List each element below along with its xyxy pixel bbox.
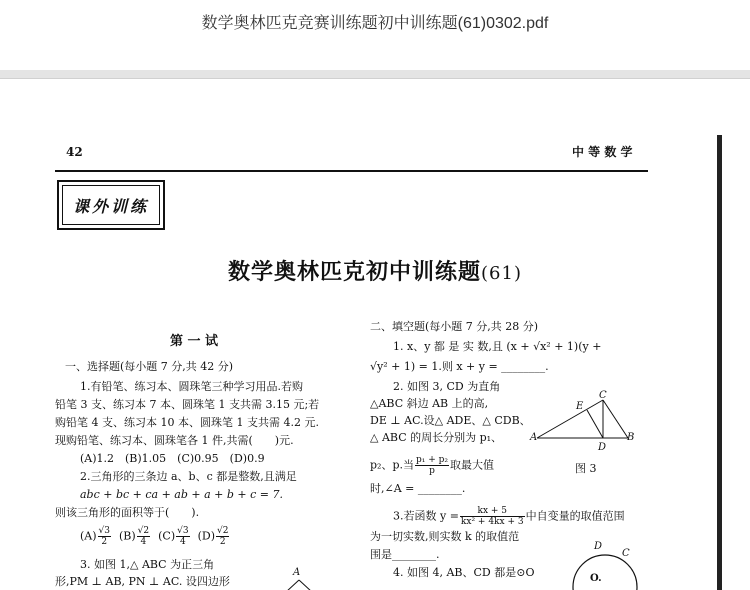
page-edge-shadow — [717, 135, 722, 590]
q3-line-1: 3. 如图 1,△ ABC 为正三角 — [80, 558, 215, 571]
fig1-triangle — [280, 578, 320, 590]
column-label: 课外训练 — [62, 185, 160, 225]
fig4-label-d: D — [594, 541, 603, 552]
fig3-side-ac — [537, 400, 603, 438]
fig3-label-e: E — [576, 401, 584, 412]
part1-heading: 一、选择题(每小题 7 分,共 42 分) — [65, 360, 234, 373]
fig3-diagram — [525, 388, 645, 453]
fig3-label-a: A — [530, 432, 538, 443]
column-label-box — [57, 180, 165, 230]
fig3-segment-de — [587, 410, 603, 438]
fig3-label-c: C — [599, 390, 607, 401]
fill-q4-line-1: 4. 如图 4, AB、CD 都是⊙O — [393, 566, 535, 579]
fill-q1-line-2: √y² + 1) = 1.则 x + y = ________. — [370, 360, 549, 373]
fill-q2-line-2: △ABC 斜边 AB 上的高, — [370, 397, 489, 410]
q2-line-3: 则该三角形的面积等于( ). — [55, 506, 200, 519]
fig3-label-d: D — [598, 442, 607, 453]
fig3-label-b: B — [627, 432, 635, 443]
fill-q2-line-4: △ ABC 的周长分别为 p₁、 — [370, 431, 503, 444]
fill-q2-fraction: $\frac{\text{p₁ + p₂}}{p}$ — [416, 455, 449, 476]
fill-q3-fraction: $\frac{kx + 5}{\text{kx² + 4kx + 3}}$ — [460, 506, 524, 527]
section-heading: 第 一 试 — [170, 334, 219, 349]
fill-q3-line-2: 为一切实数,则实数 k 的取值范 — [370, 530, 520, 543]
header-rule — [55, 170, 648, 172]
q3-line-2: 形,PM ⊥ AB, PN ⊥ AC. 设四边形 — [55, 575, 230, 588]
article-title-text: 数学奥林匹克初中训练题 — [228, 260, 482, 285]
fig3-side-cb — [603, 400, 628, 438]
article-title — [0, 255, 750, 286]
journal-name: 中 等 数 学 — [572, 145, 633, 159]
q1-options: (A)1.2 (B)1.05 (C)0.95 (D)0.9 — [80, 452, 265, 465]
fill-q3-line-1: 3.若函数 y = $\frac{kx + 5}{\text{kx² + 4kx + 3}}$ 中自变量的取值范围 — [393, 506, 625, 527]
fig4-label-c: C — [622, 548, 630, 559]
page-number: 42 — [66, 145, 83, 159]
q1-line-2: 铅笔 3 支、练习本 7 本、圆珠笔 1 支共需 3.15 元;若 — [55, 398, 320, 411]
q2-line-1: 2.三角形的三条边 a、b、c 都是整数,且满足 — [80, 470, 297, 483]
toolbar-separator — [0, 70, 750, 78]
fig4-circle-outline — [573, 555, 637, 590]
part2-heading: 二、填空题(每小题 7 分,共 28 分) — [370, 320, 539, 333]
article-title-number: (61) — [481, 263, 522, 284]
fig4-label-o: O. — [590, 573, 602, 584]
q2-line-2: abc + bc + ca + ab + a + b + c = 7. — [80, 488, 284, 501]
viewer-titlebar — [0, 0, 750, 70]
document-title: 数学奥林匹克竞赛训练题初中训练题(61)0302.pdf — [201, 15, 549, 32]
fig1-label-a: A — [293, 567, 301, 578]
fig1-side-right — [299, 580, 312, 590]
q1-line-4: 现购铅笔、练习本、圆珠笔各 1 件,共需( )元. — [55, 434, 294, 447]
fill-q2-line-3: DE ⊥ AC.设△ ADE、△ CDB、 — [370, 414, 531, 427]
fill-q3-line-3: 围是________. — [370, 548, 440, 561]
fig3-caption: 图 3 — [575, 462, 597, 475]
q1-line-1: 1.有铅笔、练习本、圆珠笔三种学习用品.若购 — [80, 380, 303, 393]
fig4-circle — [565, 545, 645, 590]
q2-options: (A) $\frac{√3}{2}$ (B) $\frac{√2}{4}$ (C) $\frac{√3}{4}$ (D) $\frac{√2}{2}$ — [80, 526, 229, 547]
q1-line-3: 购铅笔 4 支、练习本 10 本、圆珠笔 1 支共需 4.2 元. — [55, 416, 319, 429]
fill-q2-line-1: 2. 如图 3, CD 为直角 — [393, 380, 501, 393]
fill-q2-line-6: 时,∠A = ________. — [370, 482, 466, 495]
fill-q1-line-1: 1. x、y 都 是 实 数,且 (x + √x² + 1)(y + — [393, 340, 602, 353]
fill-q2-line-5: p₂、p.当 $\frac{\text{p₁ + p₂}}{p}$ 取最大值 — [370, 455, 495, 476]
fig1-side-left — [286, 580, 299, 590]
